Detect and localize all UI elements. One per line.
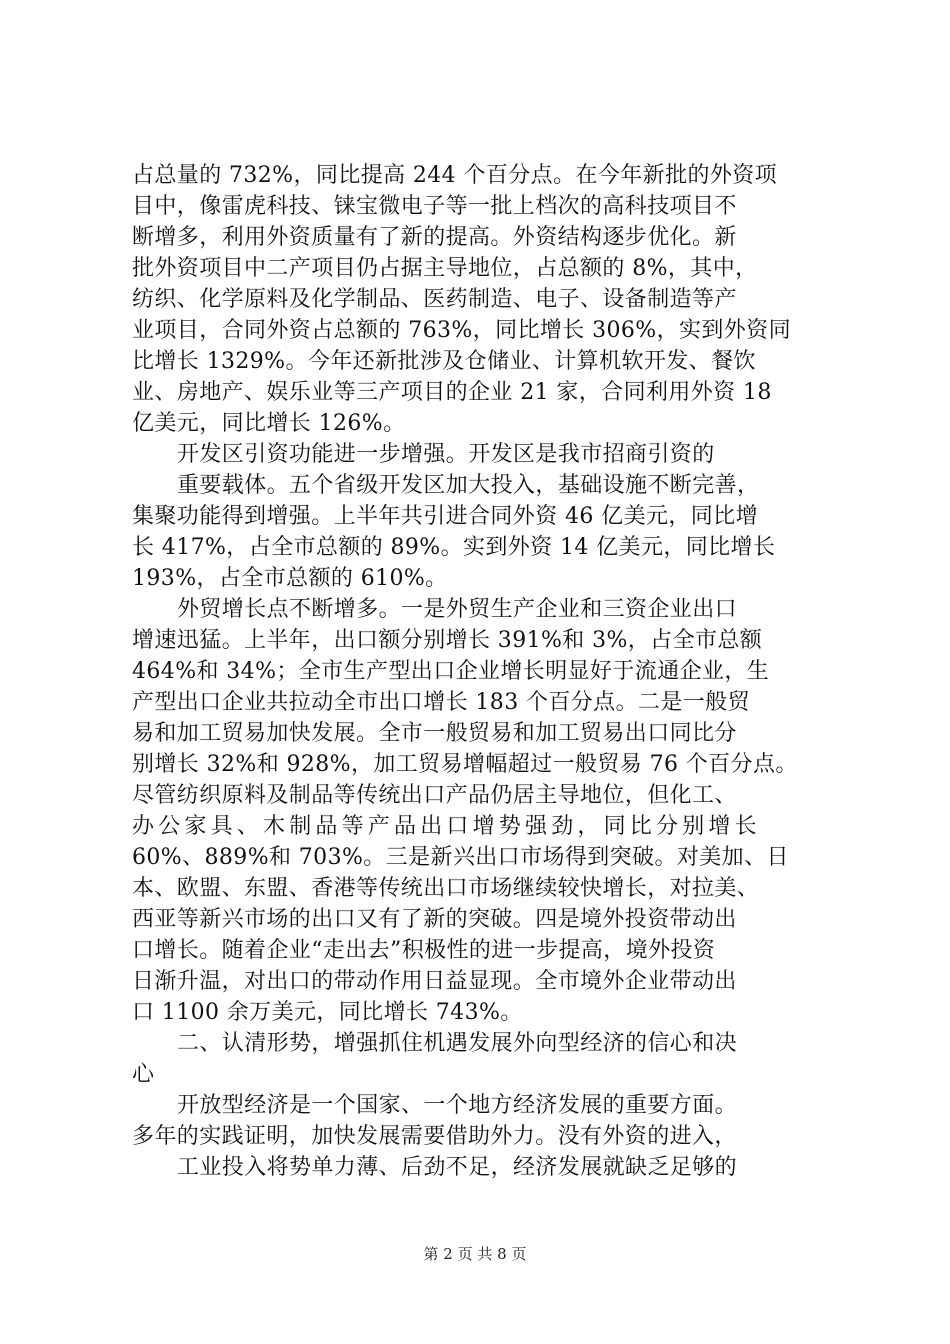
text-line: 比增长 1329%。今年还新批涉及仓储业、计算机软开发、餐饮: [132, 349, 756, 374]
section-heading-line: 心: [132, 1062, 155, 1087]
text-line: 本、欧盟、东盟、香港等传统出口市场继续较快增长，对拉美、: [132, 876, 760, 901]
text-line: 日渐升温，对出口的带动作用日益显现。全市境外企业带动出: [132, 969, 737, 994]
text-line: 工业投入将势单力薄、后劲不足，经济发展就缺乏足够的: [177, 1155, 738, 1180]
text-line: 重要载体。五个省级开发区加大投入，基础设施不断完善，: [177, 473, 760, 498]
text-line: 别增长 32%和 928%，加工贸易增幅超过一般贸易 76 个百分点。: [132, 752, 798, 777]
text-line: 产型出口企业共拉动全市出口增长 183 个百分点。二是一般贸: [132, 690, 750, 715]
text-line: 464%和 34%；全市生产型出口企业增长明显好于流通企业，生: [132, 659, 770, 684]
text-line: 亿美元，同比增长 126%。: [132, 411, 406, 436]
text-line: 口 1100 余万美元，同比增长 743%。: [132, 1000, 523, 1025]
text-line: 60%、889%和 703%。三是新兴出口市场得到突破。对美加、日: [132, 845, 789, 870]
text-line: 西亚等新兴市场的出口又有了新的突破。四是境外投资带动出: [132, 907, 737, 932]
text-line: 口增长。随着企业“走出去”积极性的进一步提高，境外投资: [132, 938, 716, 963]
text-line: 业、房地产、娱乐业等三产项目的企业 21 家，合同利用外资 18: [132, 380, 772, 405]
text-line: 增速迅猛。上半年，出口额分别增长 391%和 3%，占全市总额: [132, 628, 763, 653]
text-line: 断增多，利用外资质量有了新的提高。外资结构逐步优化。新: [132, 225, 737, 250]
text-line: 占总量的 732%，同比提高 244 个百分点。在今年新批的外资项: [132, 163, 778, 188]
text-line: 多年的实践证明，加快发展需要借助外力。没有外资的进入，: [132, 1124, 737, 1149]
body-text: [132, 160, 832, 1183]
text-line: 尽管纺织原料及制品等传统出口产品仍居主导地位，但化工、: [132, 783, 737, 808]
text-line: 193%，占全市总额的 610%。: [132, 566, 448, 591]
text-line: 纺织、化学原料及化学制品、医药制造、电子、设备制造等产: [132, 287, 737, 312]
text-line: 批外资项目中二产项目仍占据主导地位，占总额的 8%，其中，: [132, 256, 758, 281]
paragraph-start-line: 外贸增长点不断增多。一是外贸生产企业和三资企业出口: [177, 597, 738, 622]
text-line: 集聚功能得到增强。上半年共引进合同外资 46 亿美元，同比增: [132, 504, 758, 529]
section-heading-line: 二、认清形势，增强抓住机遇发展外向型经济的信心和决: [177, 1031, 738, 1056]
text-line: 长 417%，占全市总额的 89%。实到外资 14 亿美元，同比增长: [132, 535, 776, 560]
text-line: 目中，像雷虎科技、铼宝微电子等一批上档次的高科技项目不: [132, 194, 737, 219]
paragraph-start-line: 开放型经济是一个国家、一个地方经济发展的重要方面。: [177, 1093, 738, 1118]
text-line: 办公家具、木制品等产品出口增势强劲，同比分别增长: [132, 814, 761, 839]
page-number-footer: 第 2 页 共 8 页: [423, 1245, 527, 1263]
text-line: 业项目，合同外资占总额的 763%，同比增长 306%，实到外资同: [132, 318, 791, 343]
paragraph-start-line: 开发区引资功能进一步增强。开发区是我市招商引资的: [177, 442, 715, 467]
text-line: 易和加工贸易加快发展。全市一般贸易和加工贸易出口同比分: [132, 721, 737, 746]
